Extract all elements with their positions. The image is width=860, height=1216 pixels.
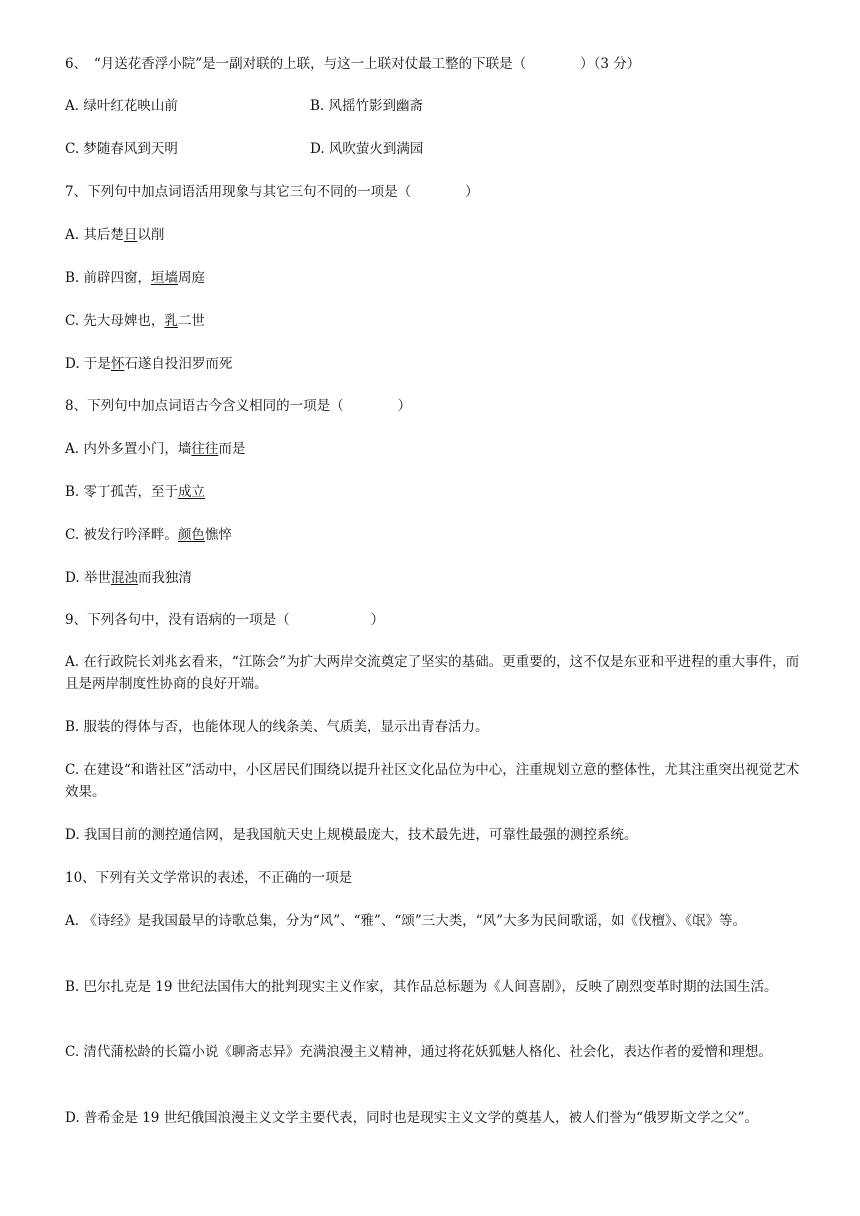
q9-option-b: B. 服装的得体与否，也能体现人的线条美、气质美，显示出青春活力。	[65, 719, 489, 735]
q8-a-marked-word: 往往	[191, 441, 219, 457]
q7-option-a	[65, 225, 164, 245]
q8-a-text-end: 而是	[218, 441, 246, 457]
q8-b-text: B. 零丁孤苦，至于	[65, 484, 179, 500]
q8-option-b	[65, 482, 205, 502]
q9-option-a: A. 在行政院长刘兆玄看来，“江陈会”为扩大两岸交流奠定了坚实的基础。更重要的，这不仅是东亚和平进程的重大事件，而且是两岸制度性协商的良好开端。	[65, 654, 800, 692]
q8-option-a	[65, 439, 245, 459]
q6-stem: 6、 “月送花香浮小院”是一副对联的上联，与这一上联对仗最工整的下联是（ ）（3 分）	[65, 56, 641, 72]
q6-option-c: C. 梦随春风到天明	[65, 141, 178, 157]
q7-c-marked-word: 乳	[164, 313, 178, 329]
q7-a-text: A. 其后楚	[65, 227, 124, 243]
q8-stem: 8、下列句中加点词语古今含义相同的一项是（ ）	[65, 398, 412, 414]
q7-b-marked-word: 垣墙	[151, 270, 179, 286]
q10-option-a: A. 《诗经》是我国最早的诗歌总集，分为“风”、“雅”、“颂”三大类，“风”大多为民间歌谣，如《伐檀》、《氓》等。	[65, 913, 747, 929]
q7-option-d	[65, 354, 232, 374]
q9-option-d: D. 我国目前的测控通信网，是我国航天史上规模最庞大，技术最先进，可靠性最强的测控系统。	[65, 827, 638, 843]
q9-stem: 9、下列各句中，没有语病的一项是（ ）	[65, 612, 385, 628]
q7-b-text: B. 前辟四窗，	[65, 270, 152, 286]
q7-d-marked-word: 怀	[110, 356, 125, 372]
q7-b-text-end: 周庭	[178, 270, 206, 286]
q7-c-text: C. 先大母婢也，	[65, 313, 165, 329]
q8-c-marked-word: 颜色	[177, 527, 205, 543]
q8-a-text: A. 内外多置小门，墙	[65, 441, 192, 457]
q7-c-text-end: 二世	[177, 313, 205, 329]
q10-stem: 10、下列有关文学常识的表述，不正确的一项是	[65, 870, 353, 886]
q9-option-c: C. 在建设“和谐社区”活动中，小区居民们围绕以提升社区文化品位为中心，注重规划立意的整体性，尤其注重突出视觉艺术效果。	[65, 762, 800, 800]
q8-c-text: C. 被发行吟泽畔。	[65, 527, 178, 543]
q7-a-marked-word: 日	[123, 227, 138, 243]
q10-option-b: B. 巴尔扎克是 19 世纪法国伟大的批判现实主义作家，其作品总标题为《人间喜剧》，反映了剧烈变革时期的法国生活。	[65, 979, 778, 995]
q8-d-text: D. 举世	[65, 570, 111, 586]
q8-d-marked-word: 混浊	[110, 570, 138, 586]
q7-a-text-end: 以削	[137, 227, 165, 243]
q7-d-text: D. 于是	[65, 356, 111, 372]
q8-c-text-end: 憔悴	[204, 527, 232, 543]
q7-stem: 7、下列句中加点词语活用现象与其它三句不同的一项是（ ）	[65, 184, 479, 200]
q6-option-a: A. 绿叶红花映山前	[65, 98, 178, 114]
q7-option-b	[65, 268, 205, 288]
q10-option-d: D. 普希金是 19 世纪俄国浪漫主义文学主要代表，同时也是现实主义文学的奠基人，被人们誉为“俄罗斯文学之父”。	[65, 1110, 758, 1126]
q10-option-c: C. 清代蒲松龄的长篇小说《聊斋志异》充满浪漫主义精神，通过将花妖狐魅人格化、社会化，表达作者的爱憎和理想。	[65, 1044, 772, 1060]
q8-b-marked-word: 成立	[178, 484, 206, 500]
q8-d-text-end: 而我独清	[137, 570, 192, 586]
q7-d-text-end: 石遂自投汨罗而死	[124, 356, 233, 372]
q6-option-d: D. 风吹萤火到满园	[310, 141, 424, 157]
q6-option-b: B. 风摇竹影到幽斋	[310, 98, 424, 114]
q7-option-c	[65, 311, 205, 331]
q8-option-c	[65, 525, 232, 545]
q8-option-d	[65, 568, 192, 588]
